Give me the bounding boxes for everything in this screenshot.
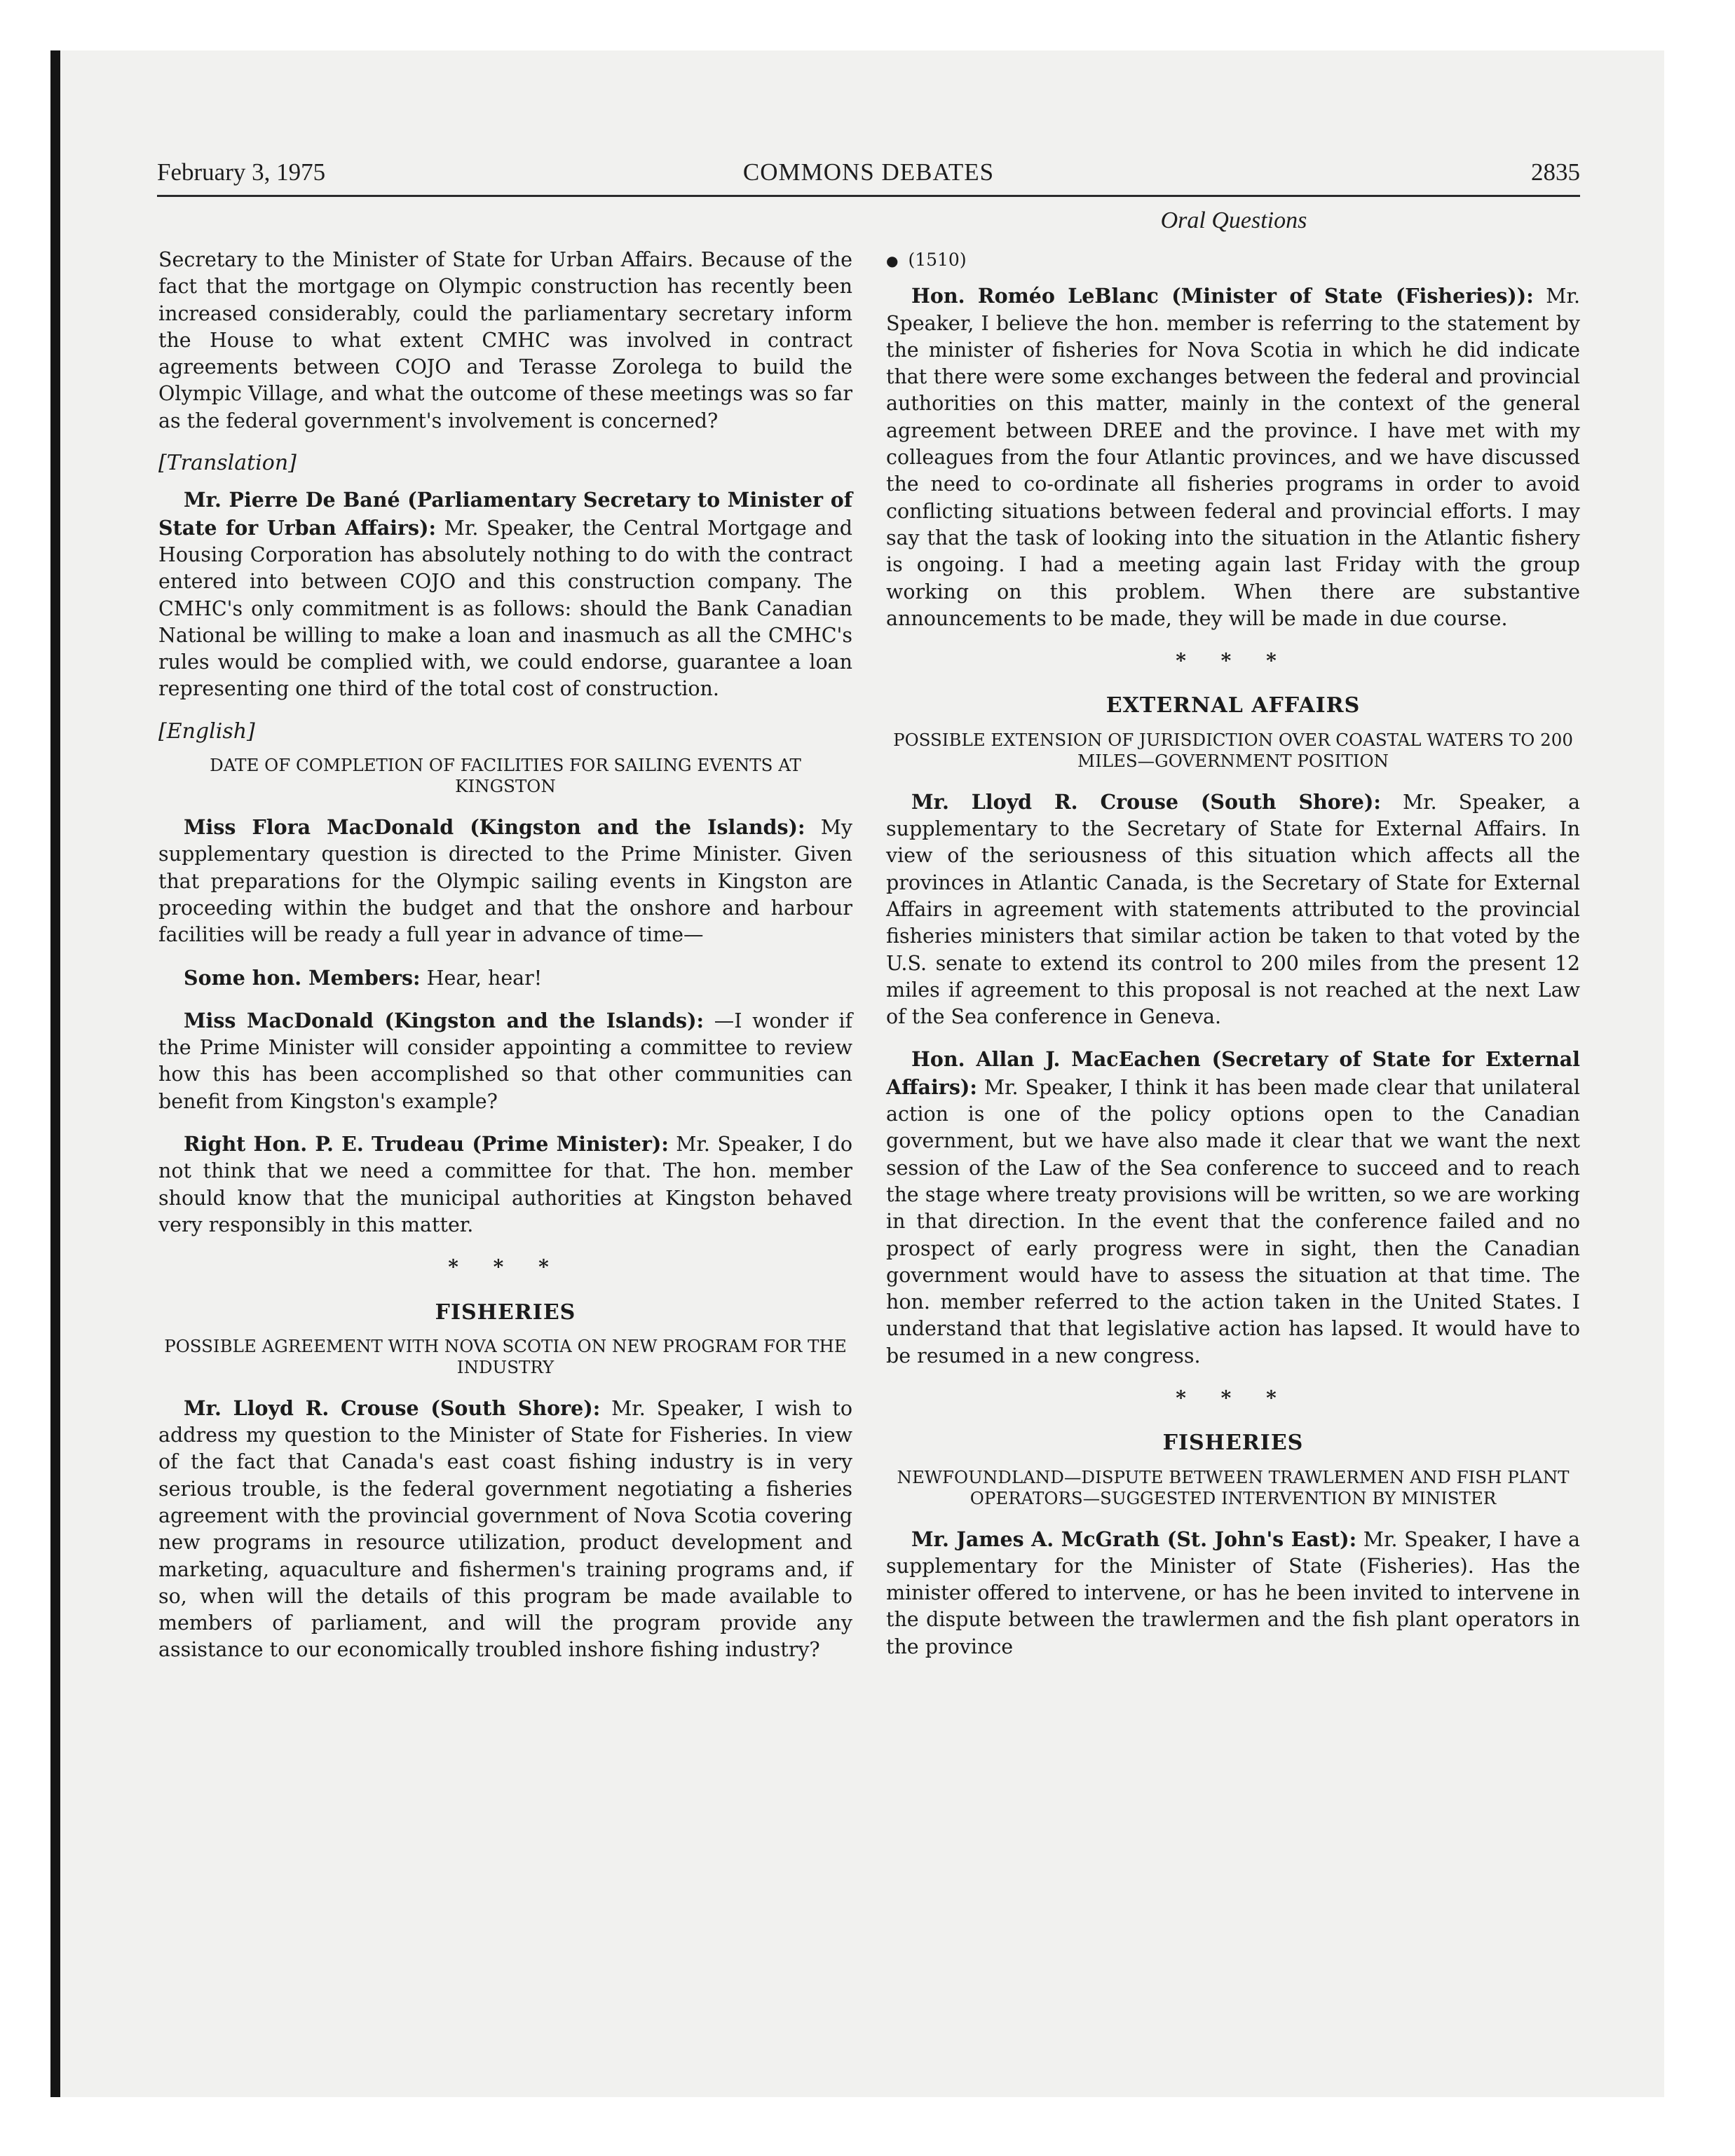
section-heading: FISHERIES xyxy=(1162,1431,1304,1456)
speech-text: Mr. Speaker, the Central Mortgage and Housing Corporation has absolutely nothing to do with the contract entered into between COJO and this construction company. The CMHC's only commitment is as follows: should the Bank Canadian National be willing to make a loan and inasmuch as all the CMHC's rules would be complied with, we could endorse, guarantee a loan representing one third of the total cost of construction. xyxy=(158,516,852,701)
scan-border xyxy=(50,50,60,2097)
running-head: Oral Questions xyxy=(1160,207,1307,233)
paragraph xyxy=(158,1395,852,1664)
speech-text: Mr. Speaker, I wish to address my question to the Minister of State for Fisheries. In view of the fact that Canada's east coast fishing industry is in very serious trouble, is the federal government negotiating a fisheries agreement with the provincial government of Nova Scotia covering new programs in resource utilization, product development and marketing, aquaculture and fishermen's training programs and, if so, when will the details of this program be made available to members of parliament, and will the program provide any assistance to our economically troubled inshore fishing industry? xyxy=(158,1396,852,1662)
speech-text: Mr. Speaker, a supplementary to the Secretary of State for External Affairs. In view of the seriousness of this situation which affects all the provinces in Atlantic Canada, is the Secretary of State for External Affairs in agreement with statements attributed to the provincial fisheries ministers that similar action be taken to that voted by the U.S. senate to extend its control to 200 miles from the present 12 miles if agreement to this proposal is not reached at the next Law of the Sea conference in Geneva. xyxy=(886,790,1581,1029)
speech-text: Mr. Speaker, I have a supplementary for the Minister of State (Fisheries). Has the minister offered to intervene, or has he been invited to intervene in the dispute between the trawlermen and the fish plant operators in the province xyxy=(886,1527,1580,1658)
left-column xyxy=(158,247,852,1679)
timestamp xyxy=(886,247,1580,274)
paragraph: Secretary to the Minister of State for Urban Affairs. Because of the fact that the mortgage on Olympic construction has recently been increased considerably, could the parliamentary secretary inform the House to what extent CMHC was involved in contract agreements between COJO and Terasse Zorolega to build the Olympic Village, and what the outcome of these meetings was so far as the federal government's involvement is concerned? xyxy=(158,248,852,432)
speaker-name: Some hon. Members: xyxy=(184,965,421,990)
header-title: COMMONS DEBATES xyxy=(742,158,995,186)
section-heading: FISHERIES xyxy=(435,1299,576,1325)
subheading: POSSIBLE EXTENSION OF JURISDICTION OVER COASTAL WATERS TO 200 MILES—GOVERNMENT POSITION xyxy=(893,729,1573,771)
speech-text: Hear, hear! xyxy=(420,966,543,990)
subheading: POSSIBLE AGREEMENT WITH NOVA SCOTIA ON NEW PROGRAM FOR THE INDUSTRY xyxy=(164,1335,847,1377)
speech-text: Mr. Speaker, I believe the hon. member is referring to the statement by the minister of fisheries for Nova Scotia in which he did indicate that there were some exchanges between the federal and provincial authorities on this matter, mainly in the context of the general agreement between DREE and the province. I have met with my colleagues from the four Atlantic provinces, and we have discussed the need to co-ordinate all fisheries programs in order to avoid conflicting situations between federal and provincial efforts. I may say that the task of looking into the situation in the Atlantic fishery is ongoing. I had a meeting again last Friday with the group working on this problem. When there are substantive announcements to be made, they will be made in due course. xyxy=(886,285,1580,630)
speaker-name: Miss MacDonald (Kingston and the Islands): xyxy=(184,1008,705,1032)
section-separator: * * * xyxy=(1176,649,1291,673)
paragraph xyxy=(886,1046,1580,1370)
subheading: DATE OF COMPLETION OF FACILITIES FOR SAILING EVENTS AT KINGSTON xyxy=(210,755,801,797)
speech-text: My supplementary question is directed to the Prime Minister. Given that preparations for the Olympic sailing events in Kingston are proceeding within the budget and that the onshore and harbour facilities will be ready a full year in advance of time— xyxy=(158,816,853,947)
paragraph xyxy=(886,282,1580,632)
speaker-name: Mr. Lloyd R. Crouse (South Shore): xyxy=(184,1396,601,1420)
speech-text: Mr. Speaker, I think it has been made clear that unilateral action is one of the policy options open to the Canadian government, but we have also made it clear that we want the next session of the Law of the Sea conference to succeed and to reach the stage where treaty provisions will be written, so we are working in that direction. In the event that the conference failed and no prospect of early progress were in sight, then the Canadian government would have to assess the situation at that time. The hon. member referred to the action taken in the United States. I understand that that legislative action has lapsed. It would have to be resumed in a new congress. xyxy=(886,1075,1580,1367)
subheading: NEWFOUNDLAND—DISPUTE BETWEEN TRAWLERMEN AND FISH PLANT OPERATORS—SUGGESTED INTERVENTION BY MINISTER xyxy=(897,1466,1570,1508)
paragraph xyxy=(886,789,1580,1031)
paragraph xyxy=(158,814,852,948)
speech-text: —I wonder if the Prime Minister will consider appointing a committee to review how this has been accomplished so that other communities can benefit from Kingston's example? xyxy=(158,1009,852,1113)
speaker-name: Right Hon. P. E. Trudeau (Prime Minister): xyxy=(184,1132,669,1157)
speaker-name: Mr. James A. McGrath (St. John's East): xyxy=(911,1527,1357,1551)
speech-text: Mr. Speaker, I do not think that we need a committee for that. The hon. member should know that the municipal authorities at Kingston behaved very responsibly in this matter. xyxy=(158,1133,853,1236)
header-page-number: 2835 xyxy=(1531,158,1580,186)
section-heading: EXTERNAL AFFAIRS xyxy=(1105,693,1361,718)
speaker-name: Hon. Allan J. MacEachen (Secretary of State for External Affairs): xyxy=(886,1047,1580,1099)
header-date: February 3, 1975 xyxy=(157,158,326,186)
paragraph xyxy=(158,486,852,702)
section-separator: * * * xyxy=(448,1255,563,1279)
right-column xyxy=(886,247,1580,1676)
speaker-name: Mr. Pierre De Bané (Parliamentary Secretary to Minister of State for Urban Affairs): xyxy=(158,488,852,540)
speaker-name: Mr. Lloyd R. Crouse (South Shore): xyxy=(911,789,1381,814)
page-header xyxy=(157,158,1580,197)
speaker-name: Hon. Roméo LeBlanc (Minister of State (Fisheries)): xyxy=(911,284,1534,308)
section-separator: * * * xyxy=(1176,1386,1291,1410)
timestamp-text: (1510) xyxy=(908,250,967,270)
bullet-icon: ● xyxy=(886,252,899,269)
paragraph xyxy=(158,1007,852,1115)
paragraph xyxy=(886,1526,1580,1660)
english-note: [English] xyxy=(158,718,255,744)
speaker-name: Miss Flora MacDonald (Kingston and the Islands): xyxy=(184,815,805,840)
translation-note: [Translation] xyxy=(158,451,297,476)
paragraph xyxy=(158,1131,852,1239)
paragraph xyxy=(158,964,852,992)
